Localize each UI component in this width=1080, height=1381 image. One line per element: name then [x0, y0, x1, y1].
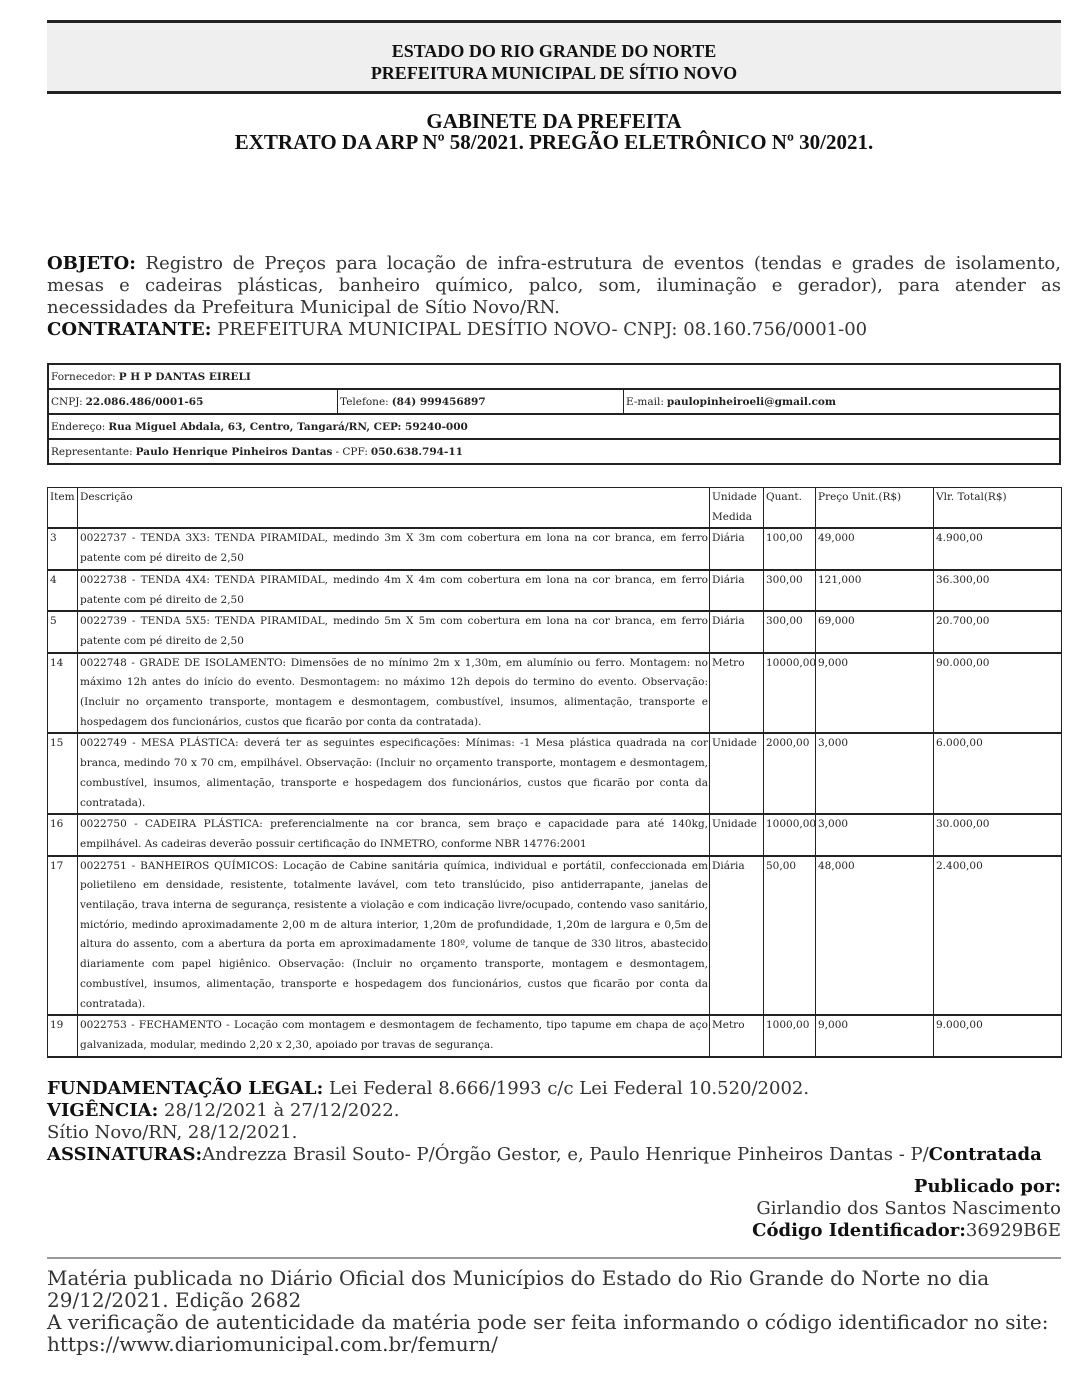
table-row	[48, 570, 1062, 611]
representante-value: Paulo Henrique Pinheiros Dantas	[135, 445, 333, 458]
cell-quant: 10000,00	[764, 814, 816, 855]
fundamentacao-text: Lei Federal 8.666/1993 c/c Lei Federal 10.520/2002.	[328, 1077, 810, 1099]
document-titles	[47, 111, 1061, 153]
assinaturas-line	[47, 1144, 1061, 1166]
cell-preco: 9,000	[816, 1015, 934, 1056]
cnpj-value: 22.086.486/0001-65	[85, 395, 204, 408]
objeto-section	[47, 253, 1061, 341]
representante-label: Representante:	[51, 445, 133, 458]
cell-item: 4	[48, 570, 78, 611]
cell-item: 15	[48, 733, 78, 814]
cell-descricao: 0022751 - BANHEIROS QUÍMICOS: Locação de Cabine sanitária química, individual e portátil, confeccionada em polietileno em densidade, resistente, totalmente lavável, com teto translúcido, piso antiderrapante, janelas de ventilação, trava interna de segurança, resistente a violação e com indicação livre/ocupado, contendo vaso sanitário, mictório, medindo aproximadamente 2,00 m de altura interior, 1,20m de profundidade, 1,20m de largura e 0,5m de altura do assento, com a abertura da porta em aproximadamente 180º, volume de tanque de 330 litros, abastecido diariamente com papel higiênico. Observação: (Incluir no orçamento transporte, montagem e desmontagem, combustível, insumos, alimentação, transporte e hospedagem dos funcionários, custos que ficarão por conta da contratada).	[78, 856, 710, 1016]
cell-descricao: 0022749 - MESA PLÁSTICA: deverá ter as seguintes especificações: Mínimas: -1 Mesa plástica quadrada na cor branca, medindo 70 x 70 cm, empilhável. Observação: (Incluir no orçamento transporte, montagem e desmontagem, combustível, insumos, alimentação, transporte e hospedagem dos funcionários, custos que ficarão por conta da contratada).	[78, 733, 710, 814]
supplier-row-fornecedor	[49, 365, 1059, 388]
cell-preco: 49,000	[816, 528, 934, 569]
cell-item: 5	[48, 611, 78, 652]
cell-total: 4.900,00	[934, 528, 1062, 569]
cell-unidade: Diária	[710, 856, 764, 1016]
cell-preco: 3,000	[816, 814, 934, 855]
telefone-label: Telefone:	[340, 395, 389, 408]
cell-preco: 3,000	[816, 733, 934, 814]
email-label: E-mail:	[626, 395, 664, 408]
title-extrato: EXTRATO DA ARP Nº 58/2021. PREGÃO ELETRÔNICO Nº 30/2021.	[234, 130, 874, 154]
header-item: Item	[48, 488, 78, 529]
cell-total: 36.300,00	[934, 570, 1062, 611]
published-name: Girlandio dos Santos Nascimento	[756, 1197, 1061, 1219]
published-code: 36929B6E	[965, 1219, 1061, 1241]
telefone-value: (84) 999456897	[391, 395, 486, 408]
published-block	[47, 1176, 1061, 1242]
cell-unidade: Metro	[710, 653, 764, 734]
objeto-text: Registro de Preços para locação de infra-estrutura de eventos (tendas e grades de isolamento, mesas e cadeiras plásticas, banheiro químico, palco, som, iluminação e gerador), para atender as necessidades da Prefeitura Municipal de Sítio Novo/RN.	[47, 253, 1061, 318]
header-state: ESTADO DO RIO GRANDE DO NORTE	[391, 41, 717, 61]
cell-item: 14	[48, 653, 78, 734]
contratante-label: CONTRATANTE:	[47, 319, 212, 340]
cell-descricao: 0022748 - GRADE DE ISOLAMENTO: Dimensões de no mínimo 2m x 1,30m, em alumínio ou ferro. Montagem: no máximo 12h antes do início do evento. Desmontagem: no máximo 12h depois do termino do evento. Observação: (Incluir no orçamento transporte, montagem e desmontagem, combustível, insumos, alimentação, transporte e hospedagem dos funcionários, custos que ficarão por conta da contratada).	[78, 653, 710, 734]
table-row	[48, 611, 1062, 652]
cpf-value: 050.638.794-11	[370, 445, 463, 458]
cell-unidade: Diária	[710, 570, 764, 611]
vigencia-line	[47, 1100, 1061, 1122]
cnpj-label: CNPJ:	[51, 395, 83, 408]
cell-unidade: Diária	[710, 611, 764, 652]
header-quant: Quant.	[764, 488, 816, 529]
published-label: Publicado por:	[913, 1175, 1061, 1197]
cell-total: 9.000,00	[934, 1015, 1062, 1056]
title-gabinete: GABINETE DA PREFEITA	[426, 109, 682, 133]
header-municipality: PREFEITURA MUNICIPAL DE SÍTIO NOVO	[370, 63, 738, 83]
supplier-row-representante	[49, 438, 1059, 463]
cell-descricao: 0022739 - TENDA 5X5: TENDA PIRAMIDAL, medindo 5m X 5m com cobertura em lona na cor branca, em ferro patente com pé direito de 2,50	[78, 611, 710, 652]
table-row	[48, 528, 1062, 569]
document-page	[47, 20, 1061, 1355]
vigencia-text: 28/12/2021 à 27/12/2022.	[164, 1099, 400, 1121]
cell-total: 90.000,00	[934, 653, 1062, 734]
footer-verification-note: A verificação de autenticidade da matéria pode ser feita informando o código identificador no site: https://www.diariomunicipal.com.br/femurn/	[47, 1309, 1049, 1356]
cell-total: 20.700,00	[934, 611, 1062, 652]
cpf-label: - CPF:	[335, 445, 368, 458]
header-total: Vlr. Total(R$)	[934, 488, 1062, 529]
supplier-row-endereco	[49, 413, 1059, 438]
document-header	[47, 20, 1061, 94]
supplier-row-contact	[49, 388, 1059, 413]
fundamentacao-label: FUNDAMENTAÇÃO LEGAL:	[47, 1077, 324, 1099]
cell-unidade: Unidade	[710, 733, 764, 814]
header-descricao: Descrição	[78, 488, 710, 529]
cell-item: 17	[48, 856, 78, 1016]
cell-quant: 2000,00	[764, 733, 816, 814]
footer	[47, 1267, 1061, 1355]
header-preco: Preço Unit.(R$)	[816, 488, 934, 529]
cell-descricao: 0022750 - CADEIRA PLÁSTICA: preferencialmente na cor branca, sem braço e capacidade para até 140kg, empilhável. As cadeiras deverão possuir certificação do INMETRO, conforme NBR 14776:2001	[78, 814, 710, 855]
cell-total: 6.000,00	[934, 733, 1062, 814]
closing-section	[47, 1078, 1061, 1166]
cell-quant: 1000,00	[764, 1015, 816, 1056]
table-row	[48, 733, 1062, 814]
cell-total: 30.000,00	[934, 814, 1062, 855]
endereco-label: Endereço:	[51, 420, 106, 433]
cell-item: 19	[48, 1015, 78, 1056]
cell-unidade: Metro	[710, 1015, 764, 1056]
cell-preco: 9,000	[816, 653, 934, 734]
published-code-label: Código Identificador:	[752, 1219, 966, 1241]
table-row	[48, 814, 1062, 855]
items-table	[47, 487, 1062, 1058]
table-header-row	[48, 488, 1062, 529]
fornecedor-value: P H P DANTAS EIRELI	[118, 370, 251, 383]
cell-item: 3	[48, 528, 78, 569]
cell-descricao: 0022738 - TENDA 4X4: TENDA PIRAMIDAL, medindo 4m X 4m com cobertura em lona na cor branca, em ferro patente com pé direito de 2,50	[78, 570, 710, 611]
cell-preco: 48,000	[816, 856, 934, 1016]
cell-quant: 10000,00	[764, 653, 816, 734]
supplier-box	[47, 363, 1061, 465]
endereco-value: Rua Miguel Abdala, 63, Centro, Tangará/RN, CEP: 59240-000	[108, 420, 468, 433]
footer-divider	[47, 1257, 1061, 1259]
objeto-label: OBJETO:	[47, 253, 136, 274]
fornecedor-label: Fornecedor:	[51, 370, 116, 383]
cell-item: 16	[48, 814, 78, 855]
header-unidade: Unidade Medida	[710, 488, 764, 529]
cell-quant: 300,00	[764, 570, 816, 611]
local-data: Sítio Novo/RN, 28/12/2021.	[47, 1121, 298, 1143]
cell-preco: 69,000	[816, 611, 934, 652]
table-row	[48, 856, 1062, 1016]
assinaturas-text: Andrezza Brasil Souto- P/Órgão Gestor, e, Paulo Henrique Pinheiros Dantas - P/	[202, 1143, 929, 1165]
assinaturas-contratada: Contratada	[928, 1143, 1042, 1165]
cell-total: 2.400,00	[934, 856, 1062, 1016]
cell-unidade: Diária	[710, 528, 764, 569]
cell-unidade: Unidade	[710, 814, 764, 855]
table-row	[48, 1015, 1062, 1056]
contratante-text: PREFEITURA MUNICIPAL DESÍTIO NOVO- CNPJ: 08.160.756/0001-00	[217, 319, 868, 340]
table-row	[48, 653, 1062, 734]
footer-publication-note: Matéria publicada no Diário Oficial dos Municípios do Estado do Rio Grande do Norte no dia 29/12/2021. Edição 2682	[47, 1265, 990, 1312]
cell-descricao: 0022753 - FECHAMENTO - Locação com montagem e desmontagem de fechamento, tipo tapume em chapa de aço galvanizada, modular, medindo 2,20 x 2,30, apoiado por travas de segurança.	[78, 1015, 710, 1056]
vigencia-label: VIGÊNCIA:	[47, 1099, 159, 1121]
email-value: paulopinheiroeli@gmail.com	[666, 395, 837, 408]
fundamentacao-line	[47, 1078, 1061, 1100]
cell-quant: 300,00	[764, 611, 816, 652]
cell-descricao: 0022737 - TENDA 3X3: TENDA PIRAMIDAL, medindo 3m X 3m com cobertura em lona na cor branca, em ferro patente com pé direito de 2,50	[78, 528, 710, 569]
cell-quant: 50,00	[764, 856, 816, 1016]
cell-preco: 121,000	[816, 570, 934, 611]
assinaturas-label: ASSINATURAS:	[47, 1143, 203, 1165]
cell-quant: 100,00	[764, 528, 816, 569]
